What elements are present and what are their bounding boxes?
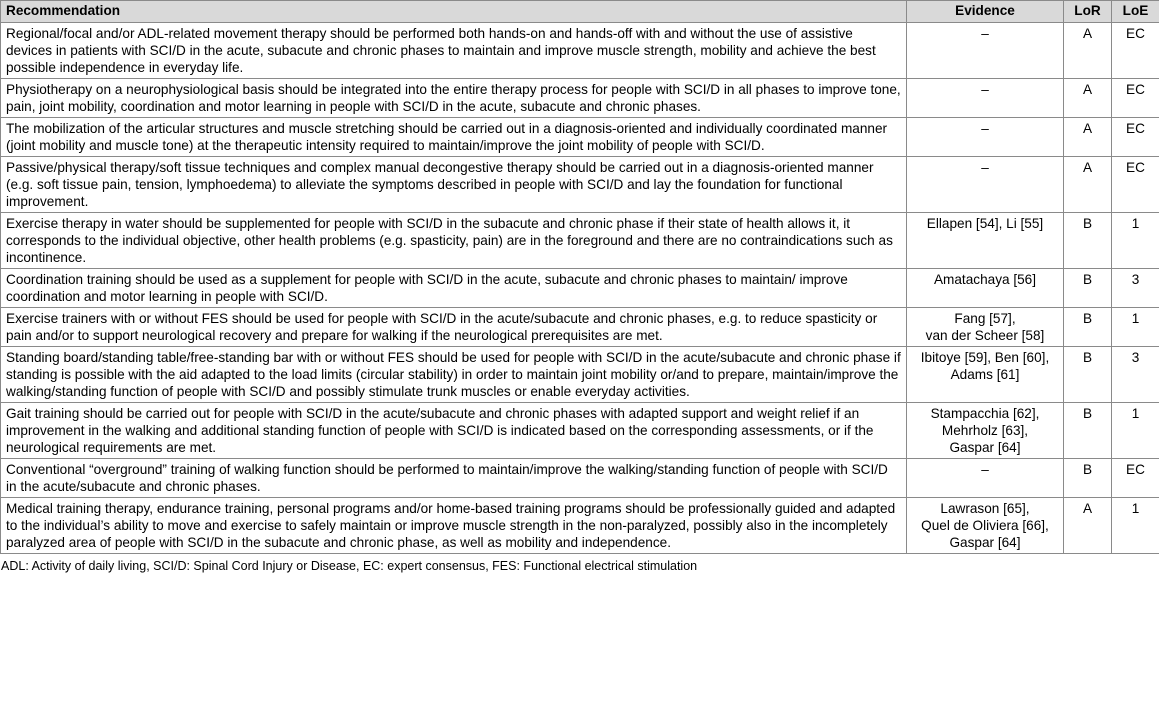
header-loe: LoE	[1112, 1, 1159, 23]
evidence-line: Amatachaya [56]	[933, 272, 1036, 287]
table-row	[1, 118, 1159, 157]
recommendation-cell: Exercise therapy in water should be supplemented for people with SCI/D in the subacute and chronic phase if their state of health allows it, it corresponds to the individual objective, other health problems (e.g. spasticity, pain) are in the foreground and there are no contraindications such as incontinence.	[1, 213, 907, 269]
evidence-line: Lawrason [65],	[940, 501, 1030, 516]
evidence-cell	[907, 308, 1064, 347]
table-row	[1, 269, 1159, 308]
recommendation-cell: Exercise trainers with or without FES should be used for people with SCI/D in the acute/subacute and chronic phases, e.g. to reduce spasticity or pain and/or to support neurological recovery and prepare for walking if the neurological prerequisites are met.	[1, 308, 907, 347]
evidence-cell	[907, 498, 1064, 554]
recommendation-cell: Passive/physical therapy/soft tissue techniques and complex manual decongestive therapy should be carried out in a diagnosis-oriented manner (e.g. soft tissue pain, tension, lymphoedema) to alleviate the symptoms described in people with SCI/D and lay the foundation for functional improvement.	[1, 157, 907, 213]
evidence-line: –	[981, 26, 989, 41]
evidence-cell	[907, 23, 1064, 79]
table-footnote: ADL: Activity of daily living, SCI/D: Spinal Cord Injury or Disease, EC: expert consensus, FES: Functional electrical stimulation	[1, 559, 698, 573]
header-evidence: Evidence	[907, 1, 1064, 23]
loe-cell: EC	[1112, 459, 1159, 498]
evidence-line: van der Scheer [58]	[925, 328, 1045, 343]
table-row	[1, 79, 1159, 118]
loe-cell: 1	[1112, 308, 1159, 347]
table-row	[1, 23, 1159, 79]
evidence-line: Quel de Oliviera [66],	[921, 518, 1049, 533]
evidence-line: Stampacchia [62],	[930, 406, 1040, 421]
lor-cell: B	[1064, 269, 1112, 308]
table-row	[1, 157, 1159, 213]
table-row	[1, 308, 1159, 347]
loe-cell: EC	[1112, 79, 1159, 118]
table-row	[1, 403, 1159, 459]
loe-cell: EC	[1112, 157, 1159, 213]
recommendation-cell: Conventional “overground” training of walking function should be performed to maintain/improve the walking/standing function of people with SCI/D in the acute/subacute and chronic phases.	[1, 459, 907, 498]
evidence-cell	[907, 118, 1064, 157]
table-body	[1, 23, 1159, 554]
loe-cell: EC	[1112, 23, 1159, 79]
evidence-cell	[907, 79, 1064, 118]
loe-cell: 1	[1112, 403, 1159, 459]
evidence-line: Ibitoye [59], Ben [60],	[920, 350, 1050, 365]
lor-cell: A	[1064, 79, 1112, 118]
evidence-line: Gaspar [64]	[949, 535, 1021, 550]
header-recommendation: Recommendation	[1, 1, 907, 23]
loe-cell: 3	[1112, 347, 1159, 403]
table-header-row	[1, 1, 1159, 23]
recommendation-cell: Regional/focal and/or ADL-related movement therapy should be performed both hands-on and hands-off with and without the use of assistive devices in patients with SCI/D in the acute, subacute and chronic phases to maintain and improve muscle strength, mobility and achieve the best possible independence in everyday life.	[1, 23, 907, 79]
recommendation-cell: Medical training therapy, endurance training, personal programs and/or home-based training programs should be professionally guided and adapted to the individual’s ability to move and exercise to safely maintain or improve muscle strength in the non-paralyzed, possibly also in the incompletely paralyzed area of people with SCI/D in the subacute and chronic phase, as well as mobility and independence.	[1, 498, 907, 554]
lor-cell: A	[1064, 118, 1112, 157]
evidence-cell	[907, 347, 1064, 403]
loe-cell: 1	[1112, 498, 1159, 554]
evidence-line: Fang [57],	[954, 311, 1016, 326]
lor-cell: B	[1064, 459, 1112, 498]
table-row	[1, 347, 1159, 403]
loe-cell: EC	[1112, 118, 1159, 157]
lor-cell: B	[1064, 347, 1112, 403]
loe-cell: 1	[1112, 213, 1159, 269]
evidence-line: –	[981, 121, 989, 136]
evidence-cell	[907, 403, 1064, 459]
table-row	[1, 459, 1159, 498]
evidence-cell	[907, 213, 1064, 269]
lor-cell: A	[1064, 23, 1112, 79]
table-row	[1, 213, 1159, 269]
loe-cell: 3	[1112, 269, 1159, 308]
evidence-line: Gaspar [64]	[949, 440, 1021, 455]
lor-cell: B	[1064, 403, 1112, 459]
evidence-line: –	[981, 462, 989, 477]
recommendation-cell: Coordination training should be used as a supplement for people with SCI/D in the acute, subacute and chronic phases to maintain/ improve coordination and motor learning in people with SCI/D.	[1, 269, 907, 308]
recommendation-cell: Gait training should be carried out for people with SCI/D in the acute/subacute and chronic phases with adapted support and weight relief if an improvement in the walking and additional standing function of people with SCI/D is indicated based on the corresponding assessments, or if the neurological requirements are met.	[1, 403, 907, 459]
lor-cell: A	[1064, 498, 1112, 554]
recommendation-cell: Physiotherapy on a neurophysiological basis should be integrated into the entire therapy process for people with SCI/D in all phases to improve tone, pain, joint mobility, coordination and motor learning in people with SCI/D in the acute, subacute and chronic phases.	[1, 79, 907, 118]
evidence-line: –	[981, 82, 989, 97]
evidence-line: Ellapen [54], Li [55]	[926, 216, 1044, 231]
recommendation-cell: The mobilization of the articular structures and muscle stretching should be carried out in a diagnosis-oriented and individually coordinated manner (joint mobility and muscle tone) at the therapeutic intensity required to maintain/improve the joint mobility of people with SCI/D.	[1, 118, 907, 157]
evidence-line: Mehrholz [63],	[941, 423, 1029, 438]
evidence-cell	[907, 459, 1064, 498]
lor-cell: B	[1064, 308, 1112, 347]
lor-cell: B	[1064, 213, 1112, 269]
evidence-cell	[907, 269, 1064, 308]
evidence-line: Adams [61]	[950, 367, 1020, 382]
evidence-cell	[907, 157, 1064, 213]
header-lor: LoR	[1064, 1, 1112, 23]
table-row	[1, 498, 1159, 554]
recommendation-cell: Standing board/standing table/free-standing bar with or without FES should be used for people with SCI/D in the acute/subacute and chronic phase if standing is possible with the aid adapted to the load limits (circular stability) in order to maintain joint mobility or/and to prepare, maintain/improve the walking/standing function of people with SCI/D and possibly stimulate trunk muscles or enable everyday activities.	[1, 347, 907, 403]
evidence-line: –	[981, 160, 989, 175]
lor-cell: A	[1064, 157, 1112, 213]
